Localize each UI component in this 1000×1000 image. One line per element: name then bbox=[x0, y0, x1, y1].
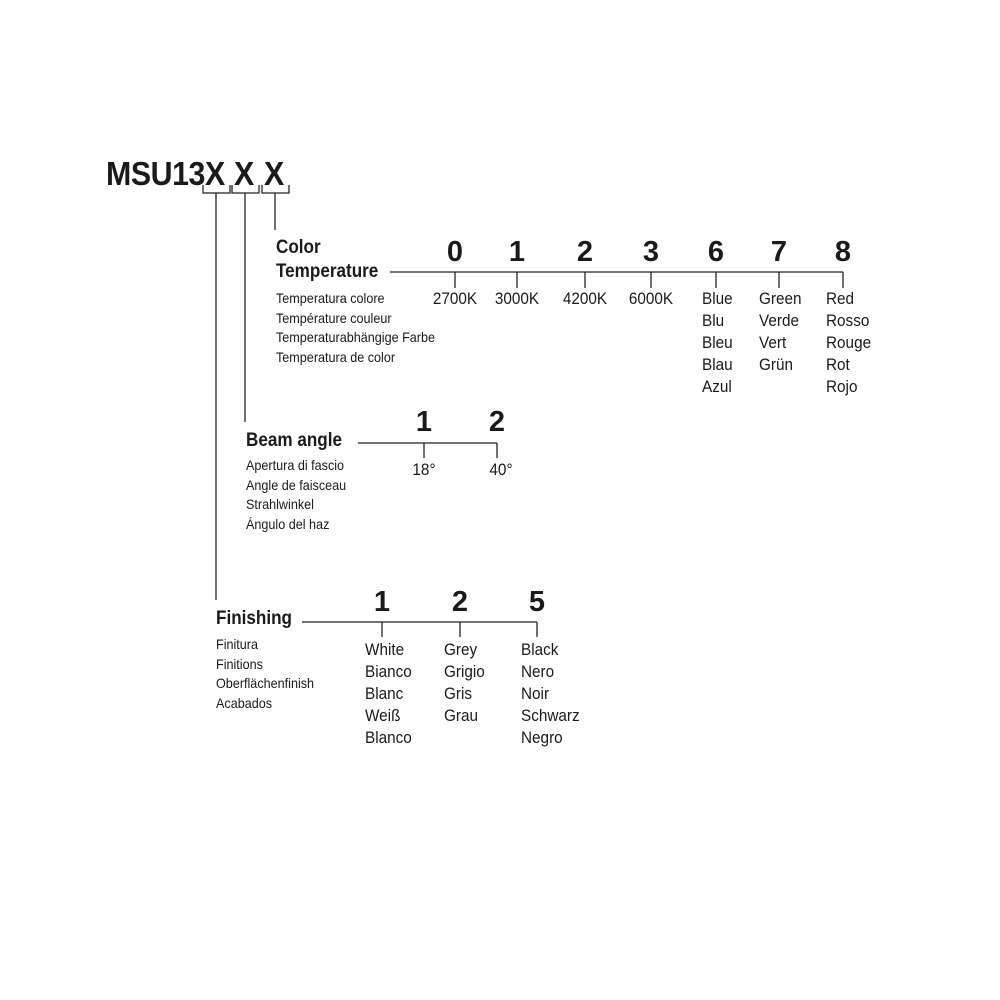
finishing-title: Finishing bbox=[216, 608, 292, 629]
finishing-translations: Finitura Finitions Oberflächenfinish Acabados bbox=[216, 636, 315, 711]
color-values-green: Green Verde Vert Grün bbox=[759, 289, 802, 374]
color-temperature-translations: Temperatura colore Température couleur Temperaturabhängige Farbe Temperatura de color bbox=[276, 290, 436, 365]
color-code-7: 7 bbox=[770, 236, 788, 268]
finishing-code-1: 1 bbox=[373, 586, 391, 618]
beam-code-2: 2 bbox=[488, 406, 506, 438]
finishing-values-grey: Grey Grigio Gris Grau bbox=[444, 640, 485, 725]
color-value-2700k: 2700K bbox=[432, 289, 478, 308]
color-values-red: Red Rosso Rouge Rot Rojo bbox=[826, 289, 872, 396]
finishing-values-black: Black Nero Noir Schwarz Negro bbox=[521, 640, 580, 747]
color-code-6: 6 bbox=[707, 236, 725, 268]
color-temperature-title-2: Temperature bbox=[276, 261, 379, 282]
color-value-3000k: 3000K bbox=[494, 289, 540, 308]
color-code-1: 1 bbox=[508, 236, 526, 268]
product-code-prefix: MSU13 bbox=[106, 155, 205, 192]
color-code-3: 3 bbox=[642, 236, 660, 268]
beam-angle-title: Beam angle bbox=[246, 430, 342, 451]
placeholder-beam: X bbox=[234, 155, 255, 192]
color-code-8: 8 bbox=[834, 236, 852, 268]
color-values-blue: Blue Blu Bleu Blau Azul bbox=[702, 289, 733, 396]
finishing-code-2: 2 bbox=[451, 586, 469, 618]
placeholder-finishing: X bbox=[205, 155, 226, 192]
beam-value-18: 18° bbox=[412, 460, 436, 479]
color-code-2: 2 bbox=[576, 236, 594, 268]
color-code-0: 0 bbox=[446, 236, 464, 268]
beam-value-40: 40° bbox=[489, 460, 513, 479]
placeholder-color: X bbox=[264, 155, 285, 192]
finishing-values-white: White Bianco Blanc Weiß Blanco bbox=[365, 640, 412, 747]
color-value-4200k: 4200K bbox=[562, 289, 608, 308]
color-temperature-title-1: Color bbox=[276, 237, 321, 258]
beam-code-1: 1 bbox=[415, 406, 433, 438]
color-value-6000k: 6000K bbox=[628, 289, 674, 308]
beam-angle-translations: Apertura di fascio Angle de faisceau Strahlwinkel Ángulo del haz bbox=[246, 457, 347, 532]
finishing-code-5: 5 bbox=[528, 586, 546, 618]
